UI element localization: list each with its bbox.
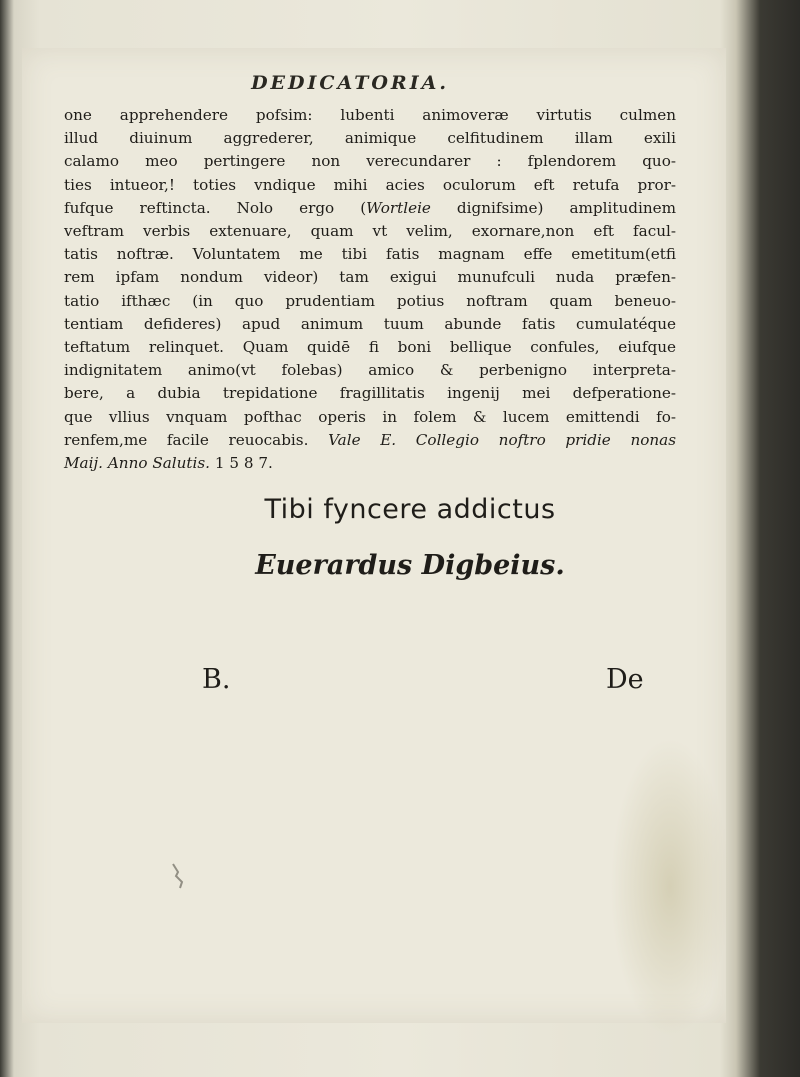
catchword: De	[606, 664, 644, 695]
text-line: calamo meo pertingere non verecundarer : fplendorem quo-	[64, 152, 676, 171]
running-header: DEDICATORIA.	[251, 72, 449, 94]
text-line: illud diuinum aggrederer, animique celfitudinem illam exili	[64, 129, 676, 148]
text-line: veftram verbis extenuare, quam vt velim, exornare,non eft facul-	[64, 222, 676, 241]
dedication-text	[64, 104, 676, 475]
text-segment: renfem,me facile reuocabis.	[64, 430, 309, 449]
date-line: Maij. Anno Salutis.	[64, 454, 211, 473]
paper-fleck	[170, 862, 188, 890]
text-line: tatis noftræ. Voluntatem me tibi fatis magnam effe emetitum(etfi	[64, 245, 676, 264]
year: 1 5 8 7.	[210, 454, 273, 473]
text-line: indignitatem animo(vt folebas) amico & perbenigno interpreta-	[64, 361, 676, 380]
valediction: Vale E. Collegio noftro pridie nonas	[308, 430, 677, 449]
text-line: tentiam defideres) apud animum tuum abunde fatis cumulatéque	[64, 314, 676, 333]
paper-stain	[610, 737, 730, 1037]
text-line: ties intueor,! toties vndique mihi acies oculorum eft retufa pror-	[64, 175, 676, 194]
text-line: que vllius vnquam pofthac operis in folem & lucem emittendi fo-	[64, 407, 676, 426]
text-line	[64, 197, 676, 220]
text-line: rem ipfam nondum videor) tam exigui munufculi nuda præfen-	[64, 268, 676, 287]
text-line	[64, 452, 676, 475]
text-line: tatio ifthæc (in quo prudentiam potius noftram quam beneuo-	[64, 291, 676, 310]
text-line: teftatum relinquet. Quam quidē fi boni bellique confules, eiufque	[64, 338, 676, 357]
signature: Euerardus Digbeius.	[255, 550, 565, 581]
dedicatee-name: Wortleie	[366, 198, 431, 217]
text-line: one apprehendere pofsim: lubenti animoveræ virtutis culmen	[64, 106, 676, 124]
text-line	[64, 429, 676, 452]
signature-mark: B.	[202, 664, 231, 695]
text-line: bere, a dubia trepidatione fragillitatis ingenij mei defperatione-	[64, 384, 676, 403]
text-segment: fufque reftincta. Nolo ergo (	[64, 198, 367, 217]
text-segment: dignifsime) amplitudinem	[430, 198, 676, 217]
closing-formula: Tibi fyncere addictus	[264, 494, 556, 525]
